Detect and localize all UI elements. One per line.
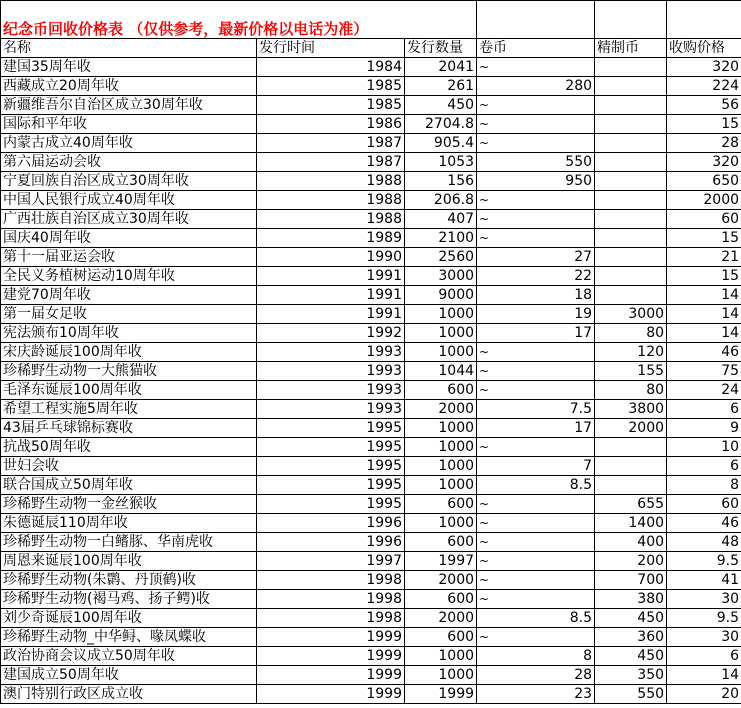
header-name[interactable]: 名称 bbox=[1, 39, 257, 58]
cell-quantity[interactable]: 1000 bbox=[405, 514, 477, 533]
cell-name[interactable]: 珍稀野生动物一白鳍豚、华南虎收 bbox=[1, 533, 257, 552]
cell-quantity[interactable]: 2704.8 bbox=[405, 115, 477, 134]
cell-quantity[interactable]: 2041 bbox=[405, 58, 477, 77]
cell-roll[interactable]: 23 bbox=[477, 685, 595, 704]
header-quantity[interactable]: 发行数量 bbox=[405, 39, 477, 58]
cell-year[interactable]: 1998 bbox=[257, 609, 405, 628]
cell-quantity[interactable]: 1000 bbox=[405, 343, 477, 362]
cell-year[interactable]: 1991 bbox=[257, 305, 405, 324]
cell-name[interactable]: 国庆40周年收 bbox=[1, 229, 257, 248]
cell-price[interactable]: 48 bbox=[667, 533, 741, 552]
cell-quantity[interactable]: 600 bbox=[405, 533, 477, 552]
empty-cell[interactable] bbox=[667, 1, 741, 39]
table-row bbox=[1, 362, 741, 381]
table-row bbox=[1, 96, 741, 115]
cell-year[interactable]: 1995 bbox=[257, 457, 405, 476]
cell-year[interactable]: 1999 bbox=[257, 685, 405, 704]
cell-price[interactable]: 15 bbox=[667, 267, 741, 286]
cell-year[interactable]: 1995 bbox=[257, 438, 405, 457]
cell-name[interactable]: 珍稀野生动物一金丝猴收 bbox=[1, 495, 257, 514]
cell-price[interactable]: 14 bbox=[667, 286, 741, 305]
cell-price[interactable]: 30 bbox=[667, 628, 741, 647]
cell-proof[interactable]: 450 bbox=[595, 647, 667, 666]
cell-name[interactable]: 建国成立50周年收 bbox=[1, 666, 257, 685]
cell-price[interactable]: 46 bbox=[667, 514, 741, 533]
cell-price[interactable]: 10 bbox=[667, 438, 741, 457]
cell-year[interactable]: 1995 bbox=[257, 495, 405, 514]
cell-proof[interactable]: 120 bbox=[595, 343, 667, 362]
cell-price[interactable]: 9.5 bbox=[667, 552, 741, 571]
table-row bbox=[1, 115, 741, 134]
cell-quantity[interactable]: 2000 bbox=[405, 571, 477, 590]
cell-roll[interactable]: ~ bbox=[477, 552, 595, 571]
sheet-title[interactable]: 纪念币回收价格表 （仅供参考，最新价格以电话为准） bbox=[1, 1, 477, 39]
cell-roll[interactable]: ~ bbox=[477, 210, 595, 229]
table-row bbox=[1, 666, 741, 685]
table-row bbox=[1, 590, 741, 609]
cell-proof[interactable] bbox=[595, 115, 667, 134]
table-row bbox=[1, 438, 741, 457]
cell-quantity[interactable]: 1053 bbox=[405, 153, 477, 172]
table-row bbox=[1, 210, 741, 229]
cell-quantity[interactable]: 1000 bbox=[405, 419, 477, 438]
cell-proof[interactable]: 3000 bbox=[595, 305, 667, 324]
cell-year[interactable]: 1985 bbox=[257, 96, 405, 115]
cell-name[interactable]: 西藏成立20周年收 bbox=[1, 77, 257, 96]
table-row bbox=[1, 647, 741, 666]
cell-name[interactable]: 毛泽东诞辰100周年收 bbox=[1, 381, 257, 400]
cell-name[interactable]: 珍稀野生动物(褐马鸡、扬子鳄)收 bbox=[1, 590, 257, 609]
table-row bbox=[1, 533, 741, 552]
cell-year[interactable]: 1990 bbox=[257, 248, 405, 267]
cell-proof[interactable] bbox=[595, 476, 667, 495]
cell-price[interactable]: 6 bbox=[667, 400, 741, 419]
cell-quantity[interactable]: 1000 bbox=[405, 476, 477, 495]
cell-year[interactable]: 1991 bbox=[257, 286, 405, 305]
cell-year[interactable]: 1997 bbox=[257, 552, 405, 571]
empty-cell[interactable] bbox=[477, 1, 595, 39]
cell-roll[interactable]: ~ bbox=[477, 191, 595, 210]
cell-name[interactable]: 建国35周年收 bbox=[1, 58, 257, 77]
cell-proof[interactable] bbox=[595, 191, 667, 210]
cell-roll[interactable]: ~ bbox=[477, 362, 595, 381]
cell-proof[interactable]: 3800 bbox=[595, 400, 667, 419]
cell-price[interactable]: 41 bbox=[667, 571, 741, 590]
table-row bbox=[1, 552, 741, 571]
cell-roll[interactable]: ~ bbox=[477, 571, 595, 590]
cell-proof[interactable] bbox=[595, 286, 667, 305]
cell-roll[interactable]: 550 bbox=[477, 153, 595, 172]
cell-roll[interactable]: 7 bbox=[477, 457, 595, 476]
cell-year[interactable]: 1998 bbox=[257, 590, 405, 609]
cell-price[interactable]: 14 bbox=[667, 666, 741, 685]
cell-roll[interactable]: 18 bbox=[477, 286, 595, 305]
cell-proof[interactable] bbox=[595, 438, 667, 457]
cell-year[interactable]: 1987 bbox=[257, 134, 405, 153]
cell-price[interactable]: 60 bbox=[667, 210, 741, 229]
cell-year[interactable]: 1984 bbox=[257, 58, 405, 77]
table-row bbox=[1, 267, 741, 286]
cell-quantity[interactable]: 206.8 bbox=[405, 191, 477, 210]
cell-name[interactable]: 联合国成立50周年收 bbox=[1, 476, 257, 495]
cell-year[interactable]: 1988 bbox=[257, 191, 405, 210]
cell-proof[interactable]: 655 bbox=[595, 495, 667, 514]
cell-roll[interactable]: 950 bbox=[477, 172, 595, 191]
cell-name[interactable]: 内蒙古成立40周年收 bbox=[1, 134, 257, 153]
table-row bbox=[1, 324, 741, 343]
cell-proof[interactable] bbox=[595, 210, 667, 229]
cell-year[interactable]: 1993 bbox=[257, 362, 405, 381]
cell-year[interactable]: 1989 bbox=[257, 229, 405, 248]
cell-roll[interactable]: ~ bbox=[477, 628, 595, 647]
cell-quantity[interactable]: 2000 bbox=[405, 400, 477, 419]
cell-name[interactable]: 刘少奇诞辰100周年收 bbox=[1, 609, 257, 628]
cell-roll[interactable]: ~ bbox=[477, 381, 595, 400]
cell-year[interactable]: 1999 bbox=[257, 628, 405, 647]
cell-name[interactable]: 第六届运动会收 bbox=[1, 153, 257, 172]
cell-price[interactable]: 9.5 bbox=[667, 609, 741, 628]
cell-price[interactable]: 56 bbox=[667, 96, 741, 115]
cell-proof[interactable]: 200 bbox=[595, 552, 667, 571]
cell-year[interactable]: 1987 bbox=[257, 153, 405, 172]
cell-year[interactable]: 1995 bbox=[257, 419, 405, 438]
cell-year[interactable]: 1991 bbox=[257, 267, 405, 286]
cell-name[interactable]: 第十一届亚运会收 bbox=[1, 248, 257, 267]
cell-name[interactable]: 43届乒乓球锦标赛收 bbox=[1, 419, 257, 438]
cell-price[interactable]: 15 bbox=[667, 115, 741, 134]
table-row bbox=[1, 571, 741, 590]
cell-quantity[interactable]: 1000 bbox=[405, 438, 477, 457]
table-row bbox=[1, 77, 741, 96]
cell-proof[interactable]: 80 bbox=[595, 381, 667, 400]
table-row bbox=[1, 58, 741, 77]
table-row bbox=[1, 343, 741, 362]
table-row bbox=[1, 685, 741, 704]
cell-quantity[interactable]: 1997 bbox=[405, 552, 477, 571]
cell-name[interactable]: 珍稀野生动物一大熊猫收 bbox=[1, 362, 257, 381]
cell-proof[interactable] bbox=[595, 96, 667, 115]
cell-roll[interactable]: ~ bbox=[477, 58, 595, 77]
cell-price[interactable]: 6 bbox=[667, 647, 741, 666]
cell-price[interactable]: 46 bbox=[667, 343, 741, 362]
table-row bbox=[1, 381, 741, 400]
cell-quantity[interactable]: 600 bbox=[405, 590, 477, 609]
cell-quantity[interactable]: 600 bbox=[405, 381, 477, 400]
cell-roll[interactable]: ~ bbox=[477, 134, 595, 153]
cell-roll[interactable]: 7.5 bbox=[477, 400, 595, 419]
cell-quantity[interactable]: 9000 bbox=[405, 286, 477, 305]
cell-year[interactable]: 1993 bbox=[257, 400, 405, 419]
cell-year[interactable]: 1996 bbox=[257, 514, 405, 533]
header-price[interactable]: 收购价格 bbox=[667, 39, 741, 58]
cell-roll[interactable]: 27 bbox=[477, 248, 595, 267]
table-row bbox=[1, 419, 741, 438]
cell-roll[interactable]: ~ bbox=[477, 96, 595, 115]
cell-price[interactable]: 2000 bbox=[667, 191, 741, 210]
cell-name[interactable]: 朱德诞辰110周年收 bbox=[1, 514, 257, 533]
table-row bbox=[1, 609, 741, 628]
cell-name[interactable]: 政治协商会议成立50周年收 bbox=[1, 647, 257, 666]
table-row bbox=[1, 305, 741, 324]
cell-price[interactable]: 14 bbox=[667, 324, 741, 343]
table-row bbox=[1, 229, 741, 248]
cell-name[interactable]: 澳门特别行政区成立收 bbox=[1, 685, 257, 704]
cell-name[interactable]: 中国人民银行成立40周年收 bbox=[1, 191, 257, 210]
cell-price[interactable]: 60 bbox=[667, 495, 741, 514]
header-roll[interactable]: 卷币 bbox=[477, 39, 595, 58]
cell-quantity[interactable]: 905.4 bbox=[405, 134, 477, 153]
table-row bbox=[1, 248, 741, 267]
cell-year[interactable]: 1988 bbox=[257, 172, 405, 191]
table-row bbox=[1, 514, 741, 533]
table-row bbox=[1, 457, 741, 476]
table-row bbox=[1, 134, 741, 153]
cell-roll[interactable]: ~ bbox=[477, 590, 595, 609]
cell-quantity[interactable]: 1044 bbox=[405, 362, 477, 381]
cell-quantity[interactable]: 2560 bbox=[405, 248, 477, 267]
cell-roll[interactable]: ~ bbox=[477, 115, 595, 134]
cell-proof[interactable] bbox=[595, 267, 667, 286]
cell-quantity[interactable]: 156 bbox=[405, 172, 477, 191]
cell-roll[interactable]: ~ bbox=[477, 343, 595, 362]
cell-quantity[interactable]: 407 bbox=[405, 210, 477, 229]
cell-proof[interactable]: 700 bbox=[595, 571, 667, 590]
title-row bbox=[1, 1, 741, 39]
cell-name[interactable]: 第一届女足收 bbox=[1, 305, 257, 324]
cell-proof[interactable]: 155 bbox=[595, 362, 667, 381]
cell-quantity[interactable]: 600 bbox=[405, 495, 477, 514]
cell-proof[interactable]: 550 bbox=[595, 685, 667, 704]
cell-name[interactable]: 抗战50周年收 bbox=[1, 438, 257, 457]
cell-year[interactable]: 1998 bbox=[257, 571, 405, 590]
table-row bbox=[1, 495, 741, 514]
cell-quantity[interactable]: 1999 bbox=[405, 685, 477, 704]
cell-year[interactable]: 1993 bbox=[257, 381, 405, 400]
cell-quantity[interactable]: 1000 bbox=[405, 666, 477, 685]
cell-price[interactable]: 28 bbox=[667, 134, 741, 153]
cell-name[interactable]: 珍稀野生动物(朱鹮、丹顶鹤)收 bbox=[1, 571, 257, 590]
cell-roll[interactable]: 280 bbox=[477, 77, 595, 96]
cell-price[interactable]: 15 bbox=[667, 229, 741, 248]
cell-proof[interactable] bbox=[595, 153, 667, 172]
table-row bbox=[1, 172, 741, 191]
cell-name[interactable]: 希望工程实施5周年收 bbox=[1, 400, 257, 419]
cell-year[interactable]: 1993 bbox=[257, 343, 405, 362]
cell-price[interactable]: 224 bbox=[667, 77, 741, 96]
cell-quantity[interactable]: 2100 bbox=[405, 229, 477, 248]
cell-year[interactable]: 1988 bbox=[257, 210, 405, 229]
cell-proof[interactable]: 350 bbox=[595, 666, 667, 685]
cell-name[interactable]: 世妇会收 bbox=[1, 457, 257, 476]
cell-proof[interactable]: 380 bbox=[595, 590, 667, 609]
cell-proof[interactable] bbox=[595, 134, 667, 153]
table-row bbox=[1, 191, 741, 210]
cell-price[interactable]: 21 bbox=[667, 248, 741, 267]
cell-price[interactable]: 24 bbox=[667, 381, 741, 400]
cell-name[interactable]: 珍稀野生动物_中华鲟、喙凤蝶收 bbox=[1, 628, 257, 647]
cell-name[interactable]: 全民义务植树运动10周年收 bbox=[1, 267, 257, 286]
cell-roll[interactable]: ~ bbox=[477, 438, 595, 457]
cell-price[interactable]: 6 bbox=[667, 457, 741, 476]
cell-proof[interactable] bbox=[595, 77, 667, 96]
cell-proof[interactable]: 450 bbox=[595, 609, 667, 628]
cell-proof[interactable] bbox=[595, 58, 667, 77]
cell-roll[interactable]: 8 bbox=[477, 647, 595, 666]
cell-price[interactable]: 650 bbox=[667, 172, 741, 191]
table-row bbox=[1, 400, 741, 419]
cell-name[interactable]: 周恩来诞辰100周年收 bbox=[1, 552, 257, 571]
cell-proof[interactable]: 360 bbox=[595, 628, 667, 647]
cell-proof[interactable]: 2000 bbox=[595, 419, 667, 438]
cell-proof[interactable] bbox=[595, 248, 667, 267]
cell-roll[interactable]: 8.5 bbox=[477, 609, 595, 628]
cell-roll[interactable]: ~ bbox=[477, 514, 595, 533]
cell-proof[interactable] bbox=[595, 229, 667, 248]
cell-quantity[interactable]: 261 bbox=[405, 77, 477, 96]
header-proof[interactable]: 精制币 bbox=[595, 39, 667, 58]
cell-year[interactable]: 1996 bbox=[257, 533, 405, 552]
cell-roll[interactable]: 17 bbox=[477, 419, 595, 438]
cell-price[interactable]: 9 bbox=[667, 419, 741, 438]
cell-name[interactable]: 国际和平年收 bbox=[1, 115, 257, 134]
cell-roll[interactable]: 19 bbox=[477, 305, 595, 324]
cell-proof[interactable]: 80 bbox=[595, 324, 667, 343]
cell-price[interactable]: 20 bbox=[667, 685, 741, 704]
cell-name[interactable]: 宪法颁布10周年收 bbox=[1, 324, 257, 343]
cell-year[interactable]: 1992 bbox=[257, 324, 405, 343]
cell-name[interactable]: 宋庆龄诞辰100周年收 bbox=[1, 343, 257, 362]
cell-price[interactable]: 320 bbox=[667, 153, 741, 172]
table-row bbox=[1, 153, 741, 172]
cell-price[interactable]: 8 bbox=[667, 476, 741, 495]
cell-roll[interactable]: 22 bbox=[477, 267, 595, 286]
cell-year[interactable]: 1985 bbox=[257, 77, 405, 96]
cell-price[interactable]: 75 bbox=[667, 362, 741, 381]
cell-proof[interactable] bbox=[595, 457, 667, 476]
cell-name[interactable]: 建党70周年收 bbox=[1, 286, 257, 305]
cell-price[interactable]: 320 bbox=[667, 58, 741, 77]
table-row bbox=[1, 286, 741, 305]
cell-year[interactable]: 1999 bbox=[257, 666, 405, 685]
empty-cell[interactable] bbox=[595, 1, 667, 39]
cell-quantity[interactable]: 450 bbox=[405, 96, 477, 115]
cell-year[interactable]: 1995 bbox=[257, 476, 405, 495]
cell-name[interactable]: 广西壮族自治区成立30周年收 bbox=[1, 210, 257, 229]
cell-roll[interactable]: 28 bbox=[477, 666, 595, 685]
cell-quantity[interactable]: 1000 bbox=[405, 647, 477, 666]
cell-proof[interactable]: 1400 bbox=[595, 514, 667, 533]
header-date[interactable]: 发行时间 bbox=[257, 39, 405, 58]
cell-year[interactable]: 1999 bbox=[257, 647, 405, 666]
cell-quantity[interactable]: 600 bbox=[405, 628, 477, 647]
header-row bbox=[1, 39, 741, 58]
cell-proof[interactable] bbox=[595, 172, 667, 191]
cell-year[interactable]: 1986 bbox=[257, 115, 405, 134]
table-row bbox=[1, 476, 741, 495]
table-row bbox=[1, 628, 741, 647]
cell-roll[interactable]: 17 bbox=[477, 324, 595, 343]
cell-quantity[interactable]: 1000 bbox=[405, 305, 477, 324]
cell-name[interactable]: 宁夏回族自治区成立30周年收 bbox=[1, 172, 257, 191]
cell-price[interactable]: 14 bbox=[667, 305, 741, 324]
cell-quantity[interactable]: 2000 bbox=[405, 609, 477, 628]
cell-roll[interactable]: ~ bbox=[477, 533, 595, 552]
cell-roll[interactable]: ~ bbox=[477, 495, 595, 514]
cell-quantity[interactable]: 3000 bbox=[405, 267, 477, 286]
cell-roll[interactable]: 8.5 bbox=[477, 476, 595, 495]
cell-name[interactable]: 新疆维吾尔自治区成立30周年收 bbox=[1, 96, 257, 115]
cell-quantity[interactable]: 1000 bbox=[405, 457, 477, 476]
cell-quantity[interactable]: 1000 bbox=[405, 324, 477, 343]
cell-roll[interactable]: ~ bbox=[477, 229, 595, 248]
cell-proof[interactable]: 400 bbox=[595, 533, 667, 552]
cell-price[interactable]: 30 bbox=[667, 590, 741, 609]
